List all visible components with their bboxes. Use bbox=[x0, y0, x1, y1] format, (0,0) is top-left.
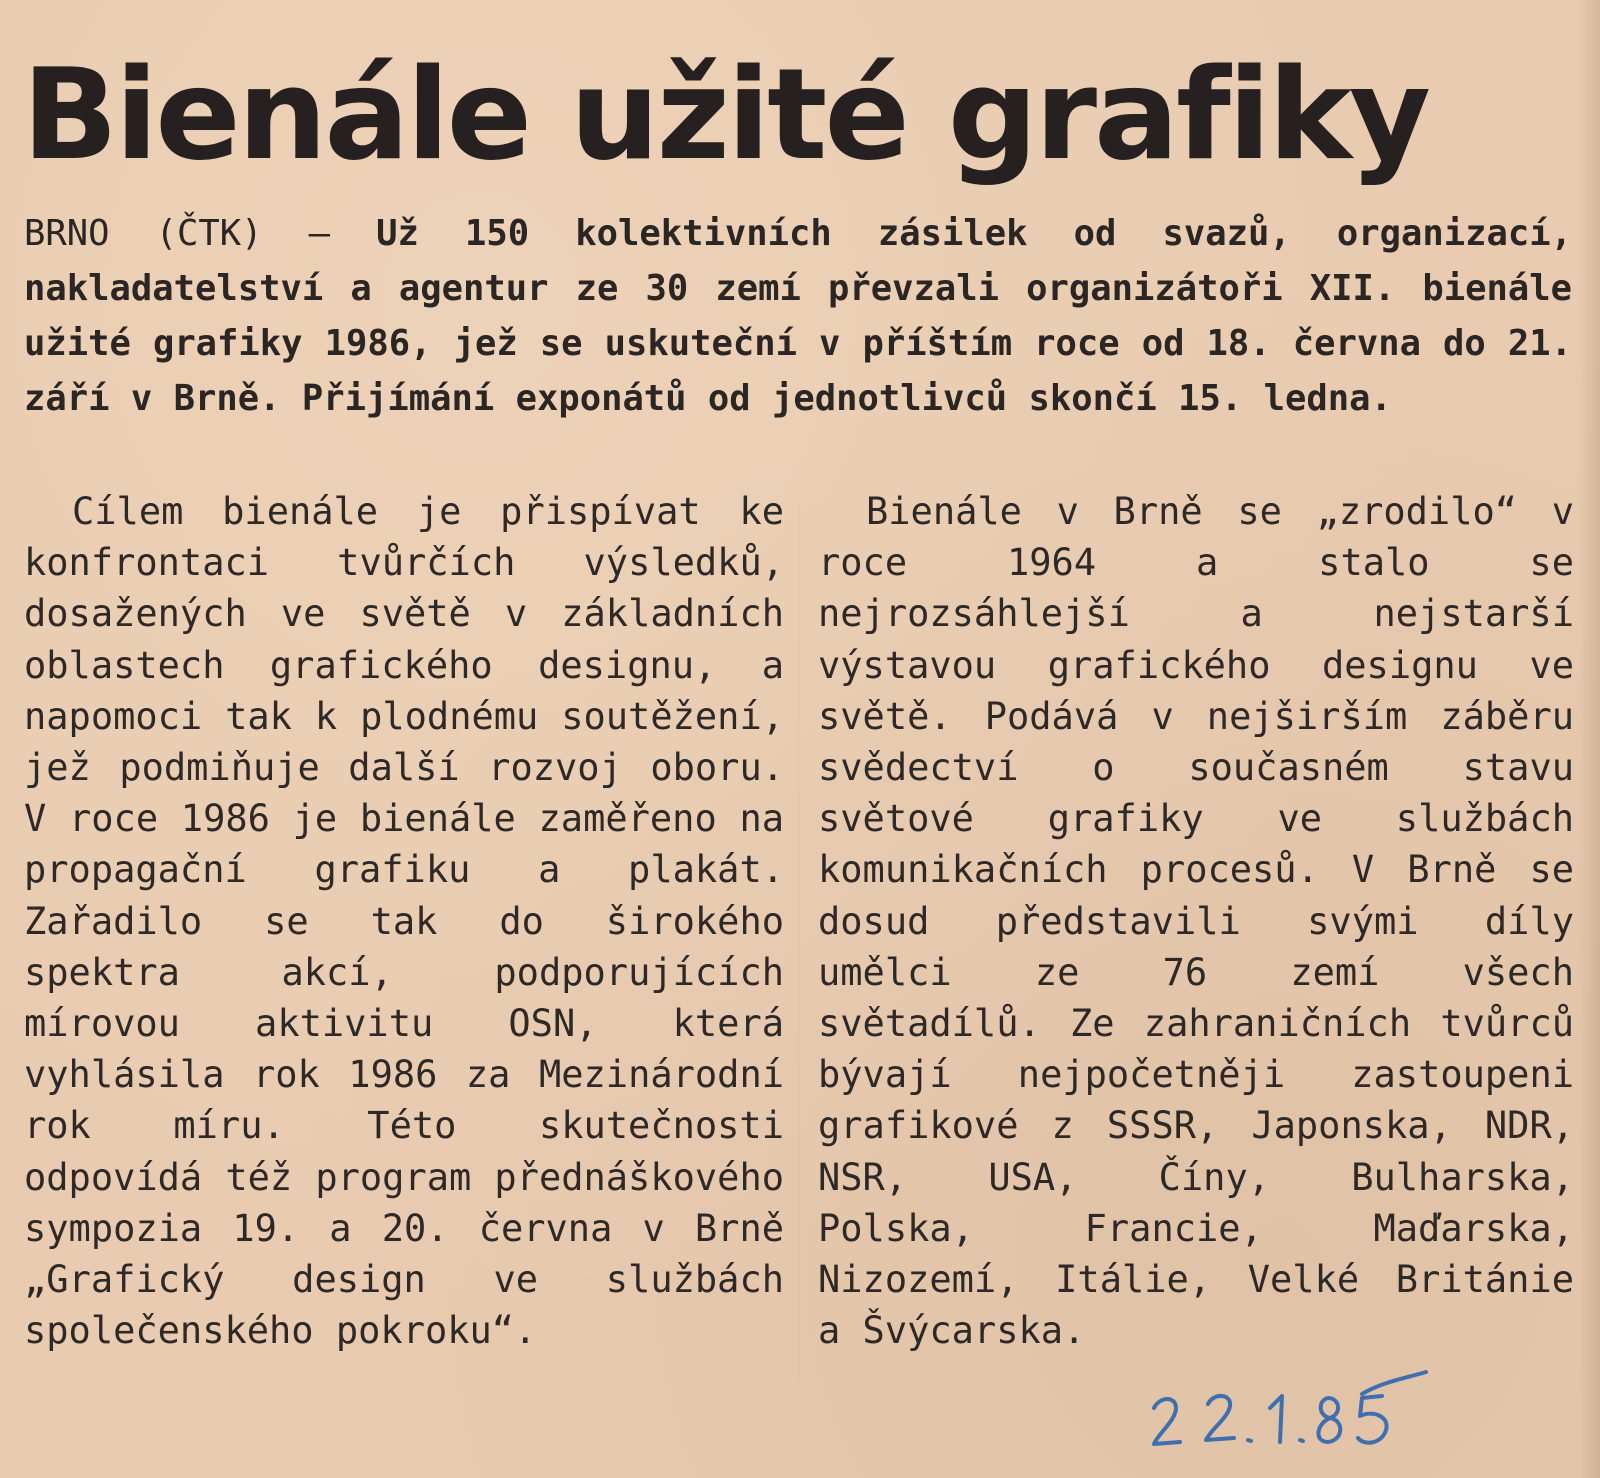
headline: Bienále užité grafiky bbox=[22, 41, 1428, 188]
column-gutter bbox=[798, 500, 799, 1380]
handwritten-date-annotation bbox=[1150, 1368, 1430, 1468]
body-column-right: Bienále v Brně se „zrodilo“ v roce 1964 a stalo se nejrozsáhlejší a nejstarší výstavou grafického designu ve světě. Podává v nejširším záběru svědectví o současném stavu světové grafiky ve službách komunikačních procesů. V Brně se dosud představili svými díly umělci ze 76 zemí všech světadílů. Ze zahraničních tvůrců bývají nejpočetněji zastoupeni grafikové z SSSR, Japonska, NDR, NSR, USA, Číny, Bulharska, Polska, Francie, Maďarska, Nizozemí, Itálie, Velké Británie a Švýcarska. bbox=[818, 490, 1574, 1353]
lead-paragraph bbox=[24, 206, 1572, 426]
paper-edge-shadow bbox=[1578, 0, 1600, 1478]
dateline: BRNO (ČTK) — bbox=[24, 213, 377, 254]
body-column-left: Cílem bienále je přispívat ke konfrontaci tvůrčích výsledků, dosažených ve světě v základních oblastech grafického designu, a napomoci tak k plodnému soutěžení, jež podmiňuje další rozvoj oboru. V roce 1986 je bienále zaměřeno na propagační grafiku a plakát. Zařadilo se tak do širokého spektra akcí, podporujících mírovou aktivitu OSN, která vyhlásila rok 1986 za Mezinárodní rok míru. Této skutečnosti odpovídá též program přednáškového sympozia 19. a 20. června v Brně „Grafický design ve službách společenského pokroku“. bbox=[24, 490, 784, 1353]
lead-text: Už 150 kolektivních zásilek od svazů, organizací, nakladatelství a agentur ze 30 zemí převzali organizátoři XII. bienále užité grafiky 1986, jež se uskuteční v příštím roce od 18. června do 21. září v Brně. Přijímání exponátů od jednotlivců skončí 15. ledna. bbox=[24, 213, 1572, 419]
